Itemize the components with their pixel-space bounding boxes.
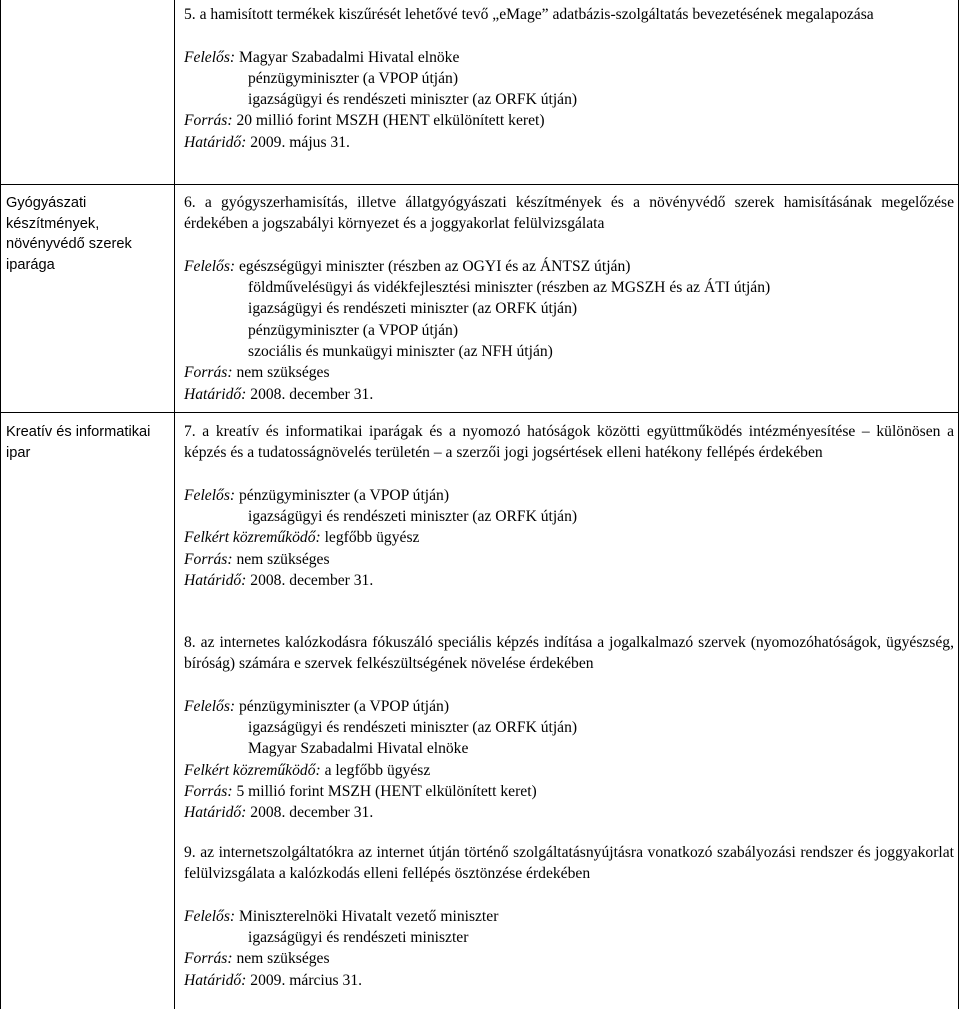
hatarido-label: Határidő: xyxy=(184,385,247,403)
table-column-divider xyxy=(174,0,175,1009)
felelos-value: pénzügyminiszter (a VPOP útján) xyxy=(239,486,450,504)
hatarido-value: 2008. december 31. xyxy=(250,804,374,822)
hatarido-label: Határidő: xyxy=(184,971,247,989)
kozremukodo-value: a legfőbb ügyész xyxy=(324,761,431,779)
felelos-value: igazságügyi és rendészeti miniszter (az ORFK útján) xyxy=(248,719,578,737)
forras-value: nem szükséges xyxy=(236,364,330,382)
felelos-value: pénzügyminiszter (a VPOP útján) xyxy=(248,69,459,87)
felelos-value: szociális és munkaügyi miniszter (az NFH útján) xyxy=(248,343,553,361)
table-border-right xyxy=(958,0,959,1009)
felelos-value: igazságügyi és rendészeti miniszter (az ORFK útján) xyxy=(248,508,578,526)
felelos-label: Felelős: xyxy=(184,257,236,275)
felelos-label: Felelős: xyxy=(184,486,236,504)
felelos-value: pénzügyminiszter (a VPOP útján) xyxy=(239,697,450,715)
forras-value: nem szükséges xyxy=(236,950,330,968)
felelos-label: Felelős: xyxy=(184,907,236,925)
felelos-value: Miniszterelnöki Hivatalt vezető miniszter xyxy=(239,907,499,925)
table-row-divider xyxy=(0,412,959,413)
category-label: Gyógyászati készítmények, növényvédő szerek iparága xyxy=(6,195,132,273)
forras-label: Forrás: xyxy=(184,950,233,968)
hatarido-value: 2008. december 31. xyxy=(250,385,374,403)
measure-item xyxy=(184,421,954,591)
measure-title: 6. a gyógyszerhamisítás, illetve állatgyógyászati készítmények és a növényvédő szerek hamisításának megelőzése érdekében a jogszabályi környezet és a joggyakorlat felülvizsgálata xyxy=(184,194,954,233)
table-border-left xyxy=(0,0,1,1009)
felelos-value: igazságügyi és rendészeti miniszter xyxy=(248,929,469,947)
hatarido-label: Határidő: xyxy=(184,572,247,590)
felelos-value: Magyar Szabadalmi Hivatal elnöke xyxy=(239,48,460,66)
measure-title: 5. a hamisított termékek kiszűrését lehetővé tevő „eMage” adatbázis-szolgáltatás bevezetésének megalapozása xyxy=(184,6,874,23)
felelos-value: Magyar Szabadalmi Hivatal elnöke xyxy=(248,740,469,758)
felelos-value: egészségügyi miniszter (részben az OGYI és az ÁNTSZ útján) xyxy=(239,257,631,275)
hatarido-value: 2009. május 31. xyxy=(250,133,350,151)
table-row-divider xyxy=(0,184,959,185)
kozremukodo-label: Felkért közreműködő: xyxy=(184,529,321,547)
measure-title: 8. az internetes kalózkodásra fókuszáló speciális képzés indítása a jogalkalmazó szervek (nyomozóhatóságok, ügyészség, bíróság) számára e szervek felkészültségének növelése érdekében xyxy=(184,634,954,673)
measure-item xyxy=(184,632,954,824)
category-label: Kreatív és informatikai ipar xyxy=(6,424,151,461)
hatarido-value: 2009. március 31. xyxy=(250,971,363,989)
forras-value: 5 millió forint MSZH (HENT elkülönített keret) xyxy=(236,783,537,801)
forras-label: Forrás: xyxy=(184,783,233,801)
felelos-label: Felelős: xyxy=(184,697,236,715)
forras-label: Forrás: xyxy=(184,550,233,568)
forras-value: 20 millió forint MSZH (HENT elkülönített keret) xyxy=(236,112,545,130)
felelos-label: Felelős: xyxy=(184,48,236,66)
measure-title: 7. a kreatív és informatikai iparágak és a nyomozó hatóságok közötti együttműködés intézményesítése – különösen a képzés és a tudatosságnövelés területén – a szerzői jogi jogsértések elleni hatékony fellépés érdekében xyxy=(184,423,954,462)
felelos-value: földművelésügyi ás vidékfejlesztési miniszter (részben az MGSZH és az ÁTI útján) xyxy=(248,279,771,297)
felelos-value: igazságügyi és rendészeti miniszter (az ORFK útján) xyxy=(248,91,578,109)
kozremukodo-value: legfőbb ügyész xyxy=(324,529,420,547)
hatarido-label: Határidő: xyxy=(184,804,247,822)
forras-value: nem szükséges xyxy=(236,550,330,568)
measure-item xyxy=(184,4,954,153)
kozremukodo-label: Felkért közreműködő: xyxy=(184,761,321,779)
measure-title: 9. az internetszolgáltatókra az internet útján történő szolgáltatásnyújtásra vonatkozó szabályozási rendszer és joggyakorlat felülvizsgálata a kalózkodás elleni fellépés ösztönzése érdekében xyxy=(184,844,954,883)
hatarido-value: 2008. december 31. xyxy=(250,572,374,590)
felelos-value: pénzügyminiszter (a VPOP útján) xyxy=(248,321,459,339)
measure-item xyxy=(184,842,954,991)
forras-label: Forrás: xyxy=(184,112,233,130)
measure-item xyxy=(184,192,954,405)
felelos-value: igazságügyi és rendészeti miniszter (az ORFK útján) xyxy=(248,300,578,318)
hatarido-label: Határidő: xyxy=(184,133,247,151)
forras-label: Forrás: xyxy=(184,364,233,382)
